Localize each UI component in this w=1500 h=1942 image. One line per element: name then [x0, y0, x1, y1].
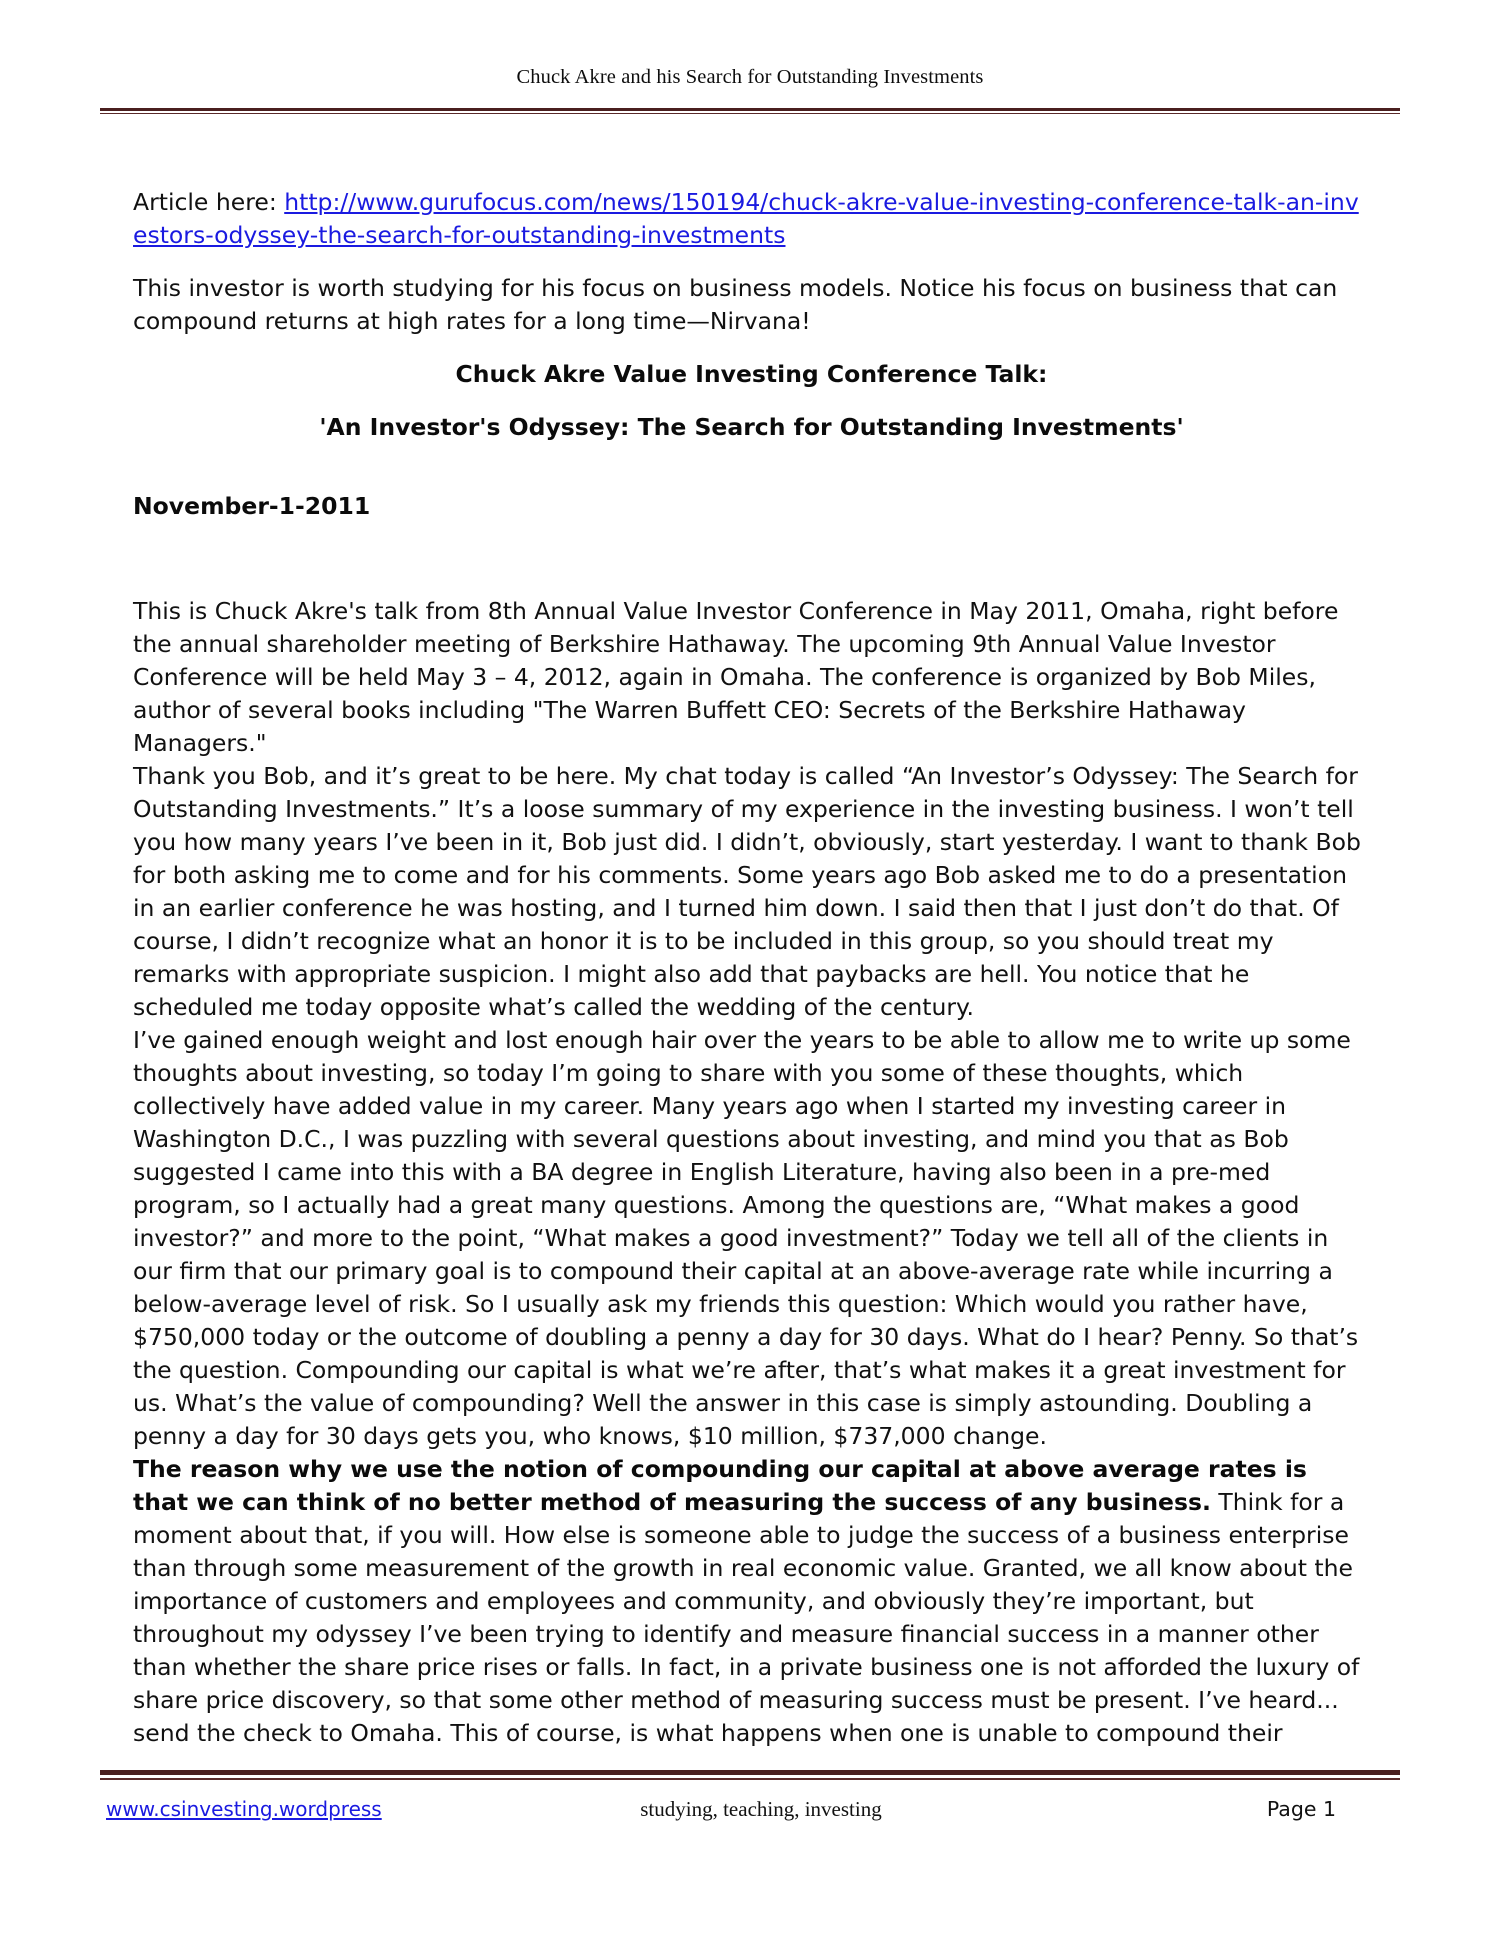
talk-heading-primary: Chuck Akre Value Investing Conference Talk: — [455, 360, 1048, 388]
body-paragraph: I’ve gained enough weight and lost enough hair over the years to be able to allow me to write up some thoughts about investing, so today I’m going to share with you some of these thoughts, which collectively have added value in my career. Many years ago when I started my investing career in Washington D.C., I was puzzling with several questions about investing, and mind you that as Bob suggested I came into this with a BA degree in English Literature, having also been in a pre-med program, so I actually had a great many questions. Among the questions are, “What makes a good investor?” and more to the point, “What makes a good investment?” Today we tell all of the clients in our firm that our primary goal is to compound their capital at an above-average rate while incurring a below-average level of risk. So I usually ask my friends this question: Which would you rather have, $750,000 today or the outcome of doubling a penny a day for 30 days. What do I hear? Penny. So that’s the question. Compounding our capital is what we’re after, that’s what makes it a great investment for us. What’s the value of compounding? Well the answer in this case is simply astounding. Doubling a penny a day for 30 days gets you, who knows, $10 million, $737,000 change. — [133, 1026, 1359, 1450]
body-paragraph-emphasis — [133, 1453, 1370, 1750]
article-intro: This investor is worth studying for his focus on business models. Notice his focus on business that can compound returns at high rates for a long time—Nirvana! — [133, 274, 1338, 335]
document-body — [133, 186, 1370, 1750]
page-footer — [100, 1770, 1400, 1822]
compounding-bold-lead: The reason why we use the notion of compounding our capital at above average rates is that we can think of no better method of measuring the success of any business. — [133, 1455, 1307, 1516]
compounding-rest: Think for a moment about that, if you will. How else is someone able to judge the success of a business enterprise than through some measurement of the growth in real economic value. Granted, we all know about the importance of customers and employees and community, and obviously they’re important, but throughout my odyssey I’ve been trying to identify and measure financial success in a manner other than whether the share price rises or falls. In fact, in a private business one is not afforded the luxury of share price discovery, so that some other method of measuring success must be present. I’ve heard... send the check to Omaha. This of course, is what happens when one is unable to compound their — [133, 1488, 1360, 1747]
footer-divider — [100, 1770, 1400, 1780]
footer-site-link[interactable]: www.csinvesting.wordpress — [106, 1797, 382, 1821]
footer-tagline: studying, teaching, investing — [640, 1797, 882, 1821]
talk-date: November-1-2011 — [133, 492, 371, 520]
talk-heading-secondary: 'An Investor's Odyssey: The Search for Outstanding Investments' — [319, 413, 1184, 441]
header-title: Chuck Akre and his Search for Outstanding Investments — [516, 66, 984, 88]
article-link-paragraph — [133, 186, 1370, 252]
footer-row — [100, 1797, 1400, 1822]
page-header — [100, 64, 1400, 120]
body-paragraph: This is Chuck Akre's talk from 8th Annual Value Investor Conference in May 2011, Omaha, right before the annual shareholder meeting of Berkshire Hathaway. The upcoming 9th Annual Value Investor Conference will be held May 3 – 4, 2012, again in Omaha. The conference is organized by Bob Miles, author of several books including "The Warren Buffett CEO: Secrets of the Berkshire Hathaway Managers." — [133, 597, 1339, 757]
body-paragraph: Thank you Bob, and it’s great to be here. My chat today is called “An Investor’s Odyssey: The Search for Outstanding Investments.” It’s a loose summary of my experience in the investing business. I won’t tell you how many years I’ve been in it, Bob just did. I didn’t, obviously, start yesterday. I want to thank Bob for both asking me to come and for his comments. Some years ago Bob asked me to do a presentation in an earlier conference he was hosting, and I turned him down. I said then that I just don’t do that. Of course, I didn’t recognize what an honor it is to be included in this group, so you should treat my remarks with appropriate suspicion. I might also add that paybacks are hell. You notice that he scheduled me today opposite what’s called the wedding of the century. — [133, 762, 1361, 1021]
article-link-label: Article here: — [133, 188, 277, 216]
article-source-link[interactable]: http://www.gurufocus.com/news/150194/chuck-akre-value-investing-conference-talk-an-investors-odyssey-the-search-for-outstanding-investments — [133, 188, 1359, 249]
footer-page-number: Page 1 — [1266, 1797, 1336, 1821]
header-divider — [100, 108, 1400, 115]
